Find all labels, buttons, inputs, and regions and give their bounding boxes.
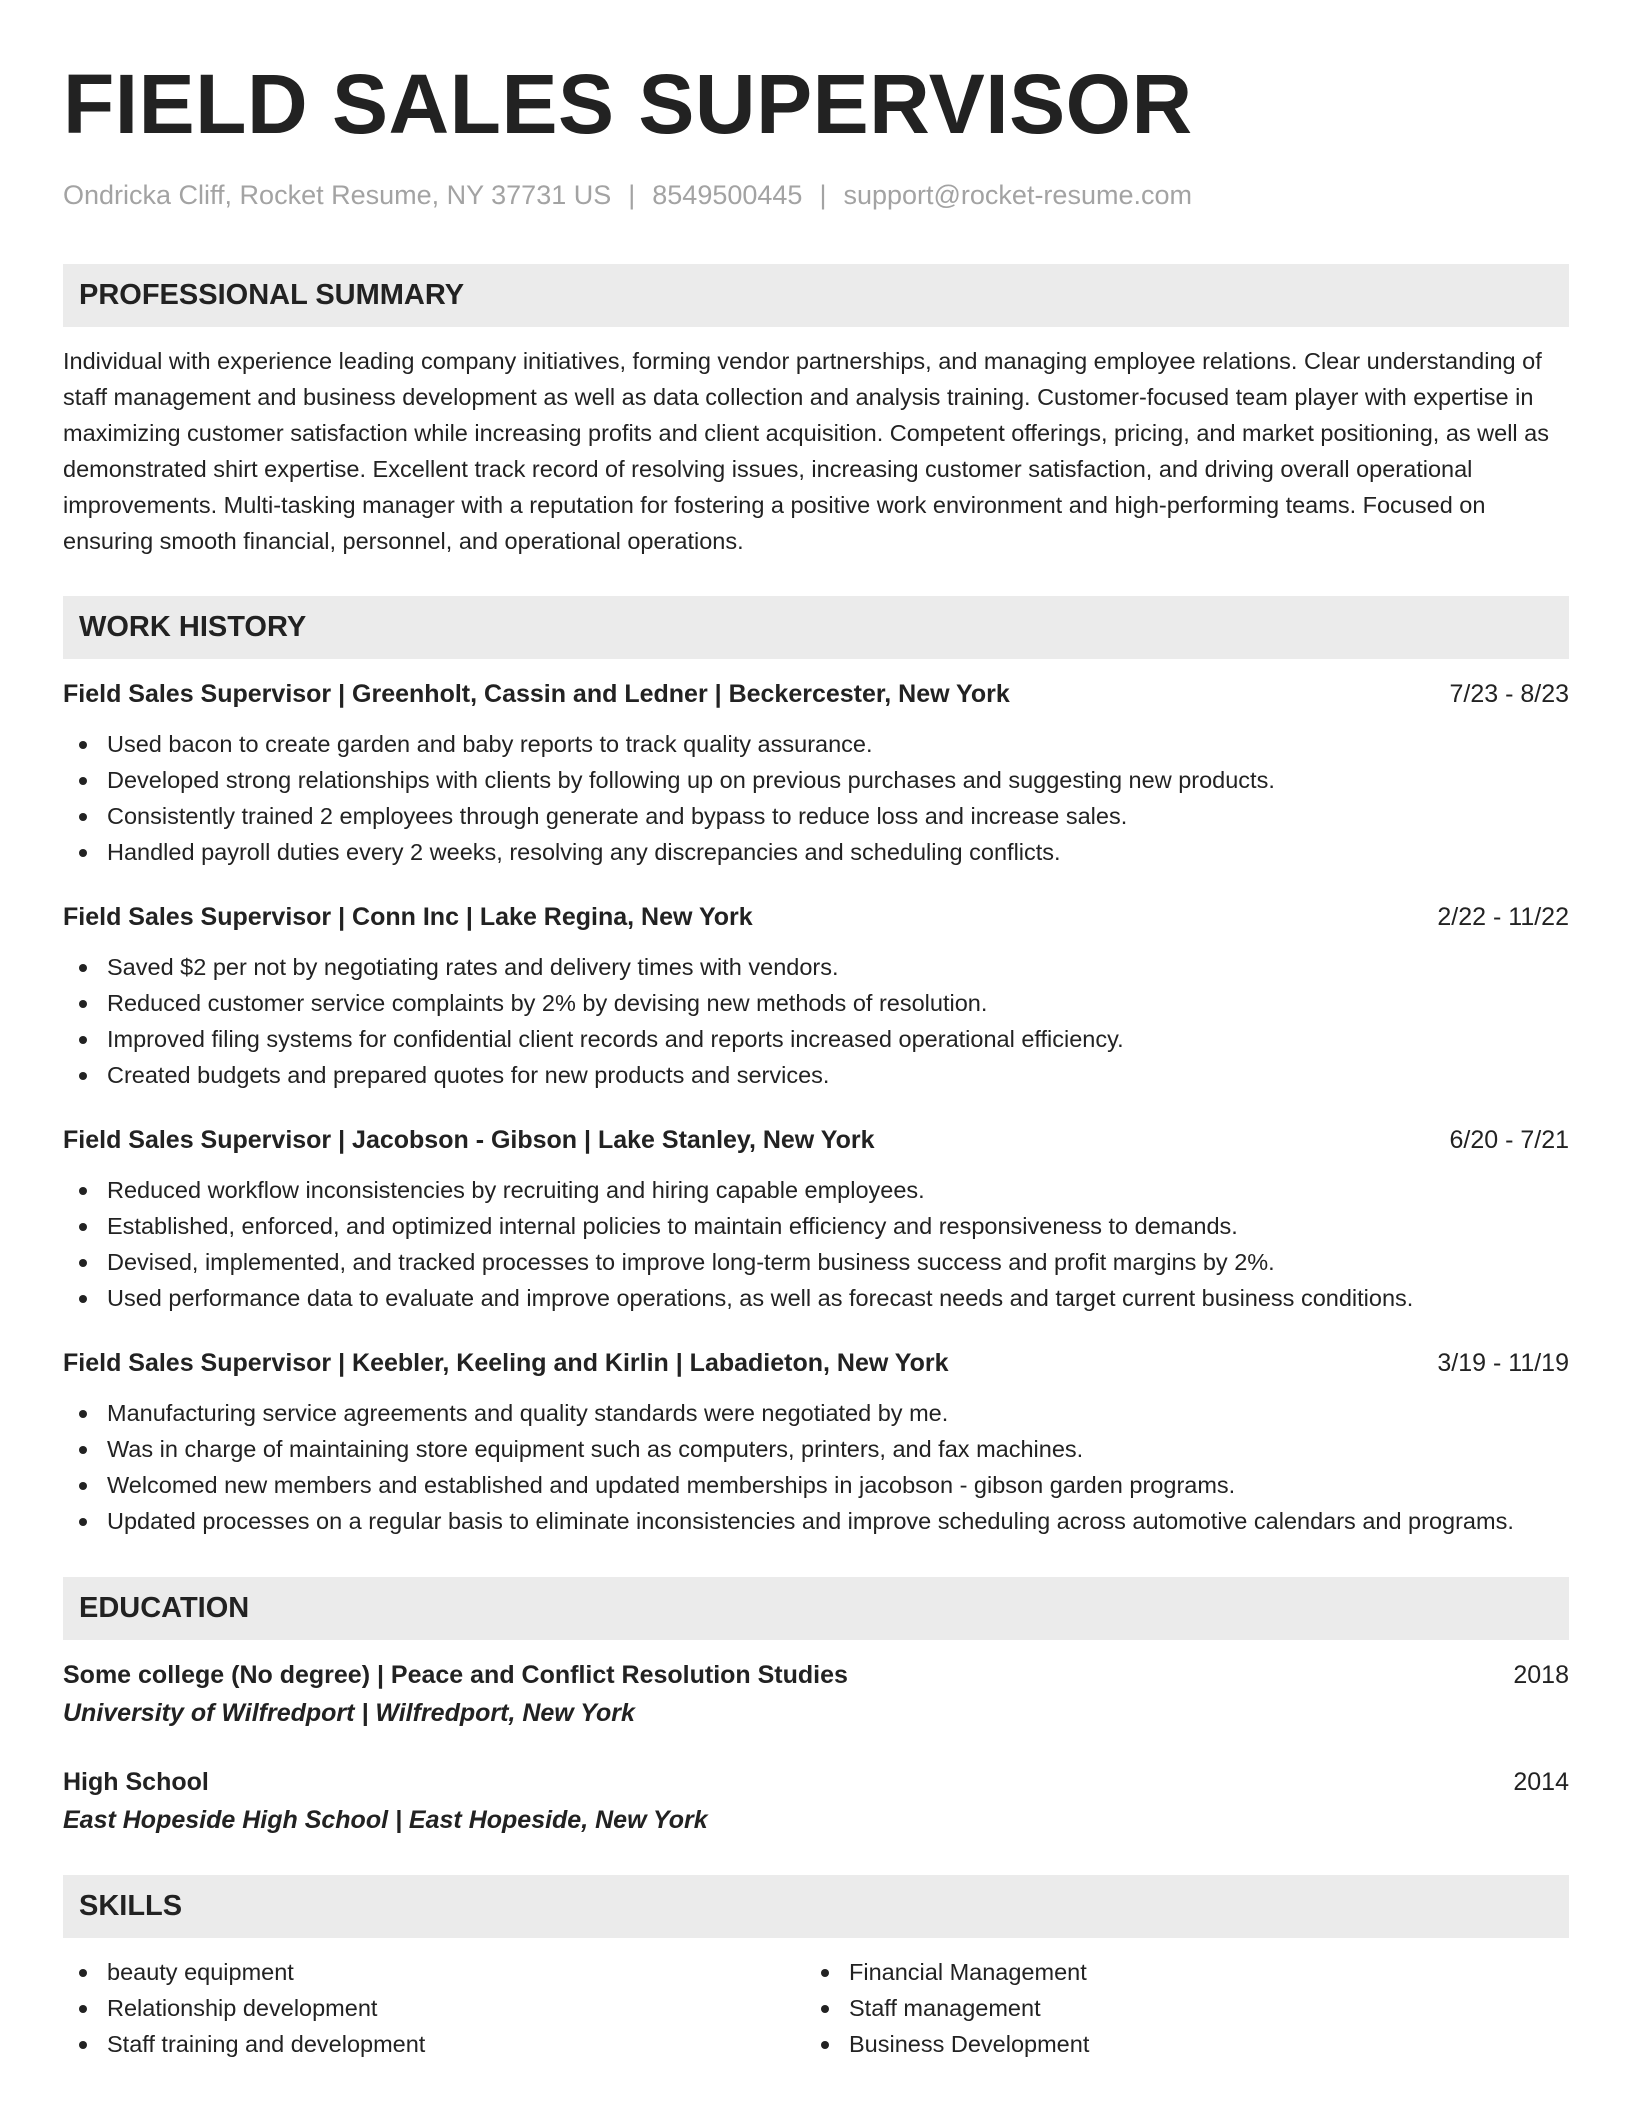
contact-address: Ondricka Cliff, Rocket Resume, NY 37731 US xyxy=(63,180,612,210)
bullet-item: Updated processes on a regular basis to eliminate inconsistencies and improve scheduling across automotive calendars and programs. xyxy=(63,1503,1569,1539)
job-header xyxy=(63,900,1569,934)
job-bullets xyxy=(63,726,1569,870)
job-bullets xyxy=(63,949,1569,1093)
education-degree: Some college (No degree) | Peace and Conflict Resolution Studies xyxy=(63,1661,848,1689)
contact-separator: | xyxy=(819,180,827,210)
bullet-item: Handled payroll duties every 2 weeks, resolving any discrepancies and scheduling conflicts. xyxy=(63,834,1569,870)
summary-heading: PROFESSIONAL SUMMARY xyxy=(63,264,1569,327)
bullet-item: Established, enforced, and optimized internal policies to maintain efficiency and responsiveness to demands. xyxy=(63,1208,1569,1244)
contact-phone: 8549500445 xyxy=(652,180,803,210)
job-header xyxy=(63,1346,1569,1380)
job-dates: 2/22 - 11/22 xyxy=(1437,903,1569,931)
skills-list xyxy=(63,1954,1569,2062)
contact-line xyxy=(63,178,1569,212)
job-title: Field Sales Supervisor | Greenholt, Cassin and Ledner | Beckercester, New York xyxy=(63,680,1010,708)
skill-item: Relationship development xyxy=(63,1990,805,2026)
job-header xyxy=(63,677,1569,711)
education-header xyxy=(63,1765,1569,1799)
job-title: Field Sales Supervisor | Jacobson - Gibson | Lake Stanley, New York xyxy=(63,1126,875,1154)
education-heading: EDUCATION xyxy=(63,1577,1569,1640)
education-school: East Hopeside High School | East Hopeside, New York xyxy=(63,1806,708,1834)
bullet-item: Saved $2 per not by negotiating rates and delivery times with vendors. xyxy=(63,949,1569,985)
skill-item: Staff management xyxy=(805,1990,1547,2026)
education-header xyxy=(63,1658,1569,1692)
job-dates: 3/19 - 11/19 xyxy=(1437,1349,1569,1377)
skills-bullets xyxy=(805,1954,1547,2062)
bullet-item: Manufacturing service agreements and quality standards were negotiated by me. xyxy=(63,1395,1569,1431)
bullet-item: Devised, implemented, and tracked processes to improve long-term business success and profit margins by 2%. xyxy=(63,1244,1569,1280)
education-year: 2018 xyxy=(1513,1661,1569,1689)
skill-item: Business Development xyxy=(805,2026,1547,2062)
bullet-item: Used performance data to evaluate and improve operations, as well as forecast needs and target current business conditions. xyxy=(63,1280,1569,1316)
skills-heading: SKILLS xyxy=(63,1875,1569,1938)
skills-column-right xyxy=(805,1954,1547,2062)
bullet-item: Consistently trained 2 employees through generate and bypass to reduce loss and increase sales. xyxy=(63,798,1569,834)
summary-text: Individual with experience leading company initiatives, forming vendor partnerships, and managing employee relations. Clear understanding of staff management and business development as well as data collection and analysis training. Customer-focused team player with expertise in maximizing customer satisfaction while increasing profits and client acquisition. Competent offerings, pricing, and market positioning, as well as demonstrated shirt expertise. Excellent track record of resolving issues, increasing customer satisfaction, and driving overall operational improvements. Multi-tasking manager with a reputation for fostering a positive work environment and high-performing teams. Focused on ensuring smooth financial, personnel, and operational operations. xyxy=(63,348,1549,554)
job-title: Field Sales Supervisor | Keebler, Keeling and Kirlin | Labadieton, New York xyxy=(63,1349,949,1377)
bullet-item: Was in charge of maintaining store equipment such as computers, printers, and fax machines. xyxy=(63,1431,1569,1467)
skill-item: Staff training and development xyxy=(63,2026,805,2062)
job-dates: 7/23 - 8/23 xyxy=(1449,680,1569,708)
education-school: University of Wilfredport | Wilfredport, New York xyxy=(63,1699,635,1727)
bullet-item: Reduced workflow inconsistencies by recruiting and hiring capable employees. xyxy=(63,1172,1569,1208)
skill-item: Financial Management xyxy=(805,1954,1547,1990)
work-history-heading: WORK HISTORY xyxy=(63,596,1569,659)
education-entry xyxy=(63,1658,1569,1730)
education-entry xyxy=(63,1765,1569,1837)
bullet-item: Improved filing systems for confidential client records and reports increased operational efficiency. xyxy=(63,1021,1569,1057)
job-bullets xyxy=(63,1172,1569,1316)
job-bullets xyxy=(63,1395,1569,1539)
skill-item: beauty equipment xyxy=(63,1954,805,1990)
contact-email: support@rocket-resume.com xyxy=(843,180,1192,210)
job-dates: 6/20 - 7/21 xyxy=(1449,1126,1569,1154)
bullet-item: Developed strong relationships with clients by following up on previous purchases and suggesting new products. xyxy=(63,762,1569,798)
bullet-item: Created budgets and prepared quotes for new products and services. xyxy=(63,1057,1569,1093)
bullet-item: Used bacon to create garden and baby reports to track quality assurance. xyxy=(63,726,1569,762)
education-year: 2014 xyxy=(1513,1768,1569,1796)
job-header xyxy=(63,1123,1569,1157)
job-entry xyxy=(63,1346,1569,1539)
contact-separator: | xyxy=(628,180,636,210)
job-entry xyxy=(63,677,1569,870)
job-entry xyxy=(63,900,1569,1093)
resume-title: FIELD SALES SUPERVISOR xyxy=(63,57,1193,151)
bullet-item: Reduced customer service complaints by 2% by devising new methods of resolution. xyxy=(63,985,1569,1021)
education-degree: High School xyxy=(63,1768,209,1796)
bullet-item: Welcomed new members and established and updated memberships in jacobson - gibson garden programs. xyxy=(63,1467,1569,1503)
skills-column-left xyxy=(63,1954,805,2062)
job-title: Field Sales Supervisor | Conn Inc | Lake Regina, New York xyxy=(63,903,753,931)
skills-bullets xyxy=(63,1954,805,2062)
job-entry xyxy=(63,1123,1569,1316)
